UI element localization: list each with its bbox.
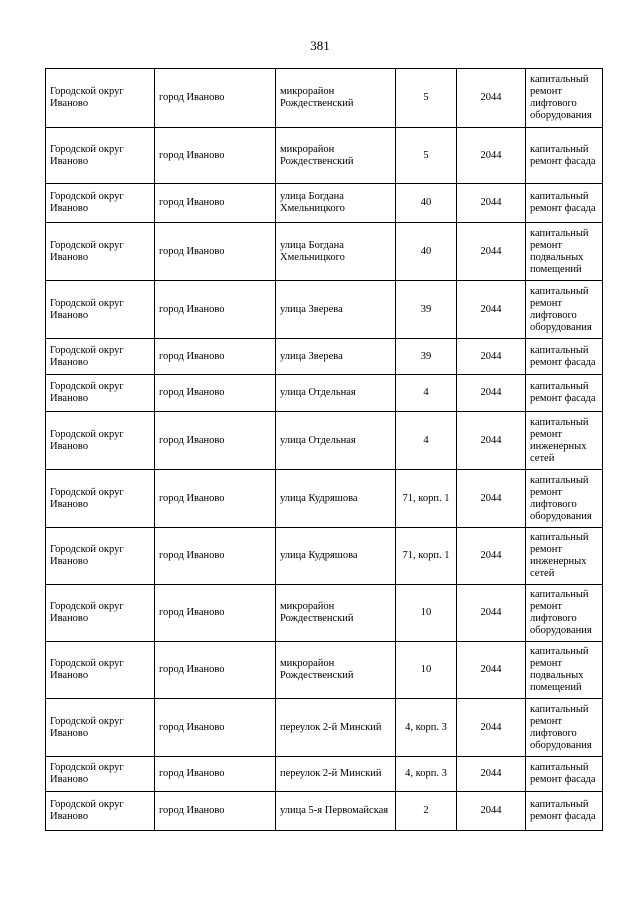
year-cell: 2044 (457, 757, 526, 792)
street-cell: улица Отдельная (276, 412, 396, 470)
street-cell: микрорайон Рождественский (276, 128, 396, 184)
settlement-cell: город Иваново (155, 699, 276, 757)
municipality-cell: Городской округ Иваново (46, 528, 155, 585)
table-row (46, 128, 603, 184)
municipality-cell: Городской округ Иваново (46, 281, 155, 339)
settlement-cell: город Иваново (155, 223, 276, 281)
table-row (46, 281, 603, 339)
work-type-cell: капитальный ремонт инженерных сетей (526, 528, 603, 585)
table-row (46, 699, 603, 757)
year-cell: 2044 (457, 528, 526, 585)
house-cell: 5 (396, 69, 457, 128)
house-cell: 39 (396, 281, 457, 339)
table-row (46, 69, 603, 128)
table-row (46, 585, 603, 642)
street-cell: улица Богдана Хмельницкого (276, 184, 396, 223)
house-cell: 4 (396, 412, 457, 470)
settlement-cell: город Иваново (155, 69, 276, 128)
street-cell: улица Кудряшова (276, 470, 396, 528)
settlement-cell: город Иваново (155, 184, 276, 223)
table-row (46, 470, 603, 528)
settlement-cell: город Иваново (155, 470, 276, 528)
year-cell: 2044 (457, 412, 526, 470)
year-cell: 2044 (457, 223, 526, 281)
page-number: 381 (310, 38, 330, 53)
house-cell: 4, корп. 3 (396, 699, 457, 757)
work-type-cell: капитальный ремонт фасада (526, 792, 603, 831)
year-cell: 2044 (457, 642, 526, 699)
work-type-cell: капитальный ремонт лифтового оборудования (526, 69, 603, 128)
municipality-cell: Городской округ Иваново (46, 412, 155, 470)
street-cell: микрорайон Рождественский (276, 69, 396, 128)
settlement-cell: город Иваново (155, 281, 276, 339)
street-cell: улица Зверева (276, 339, 396, 375)
street-cell: улица Отдельная (276, 375, 396, 412)
house-cell: 39 (396, 339, 457, 375)
settlement-cell: город Иваново (155, 528, 276, 585)
settlement-cell: город Иваново (155, 339, 276, 375)
work-type-cell: капитальный ремонт фасада (526, 184, 603, 223)
street-cell: переулок 2-й Минский (276, 757, 396, 792)
municipality-cell: Городской округ Иваново (46, 699, 155, 757)
municipality-cell: Городской округ Иваново (46, 585, 155, 642)
year-cell: 2044 (457, 69, 526, 128)
house-cell: 71, корп. 1 (396, 470, 457, 528)
work-type-cell: капитальный ремонт фасада (526, 128, 603, 184)
work-type-cell: капитальный ремонт фасада (526, 339, 603, 375)
work-type-cell: капитальный ремонт фасада (526, 757, 603, 792)
year-cell: 2044 (457, 792, 526, 831)
work-type-cell: капитальный ремонт подвальных помещений (526, 642, 603, 699)
house-cell: 71, корп. 1 (396, 528, 457, 585)
settlement-cell: город Иваново (155, 412, 276, 470)
work-type-cell: капитальный ремонт фасада (526, 375, 603, 412)
work-type-cell: капитальный ремонт лифтового оборудования (526, 470, 603, 528)
municipality-cell: Городской округ Иваново (46, 792, 155, 831)
work-type-cell: капитальный ремонт лифтового оборудования (526, 281, 603, 339)
work-type-cell: капитальный ремонт лифтового оборудования (526, 699, 603, 757)
table-row (46, 528, 603, 585)
settlement-cell: город Иваново (155, 757, 276, 792)
settlement-cell: город Иваново (155, 128, 276, 184)
year-cell: 2044 (457, 339, 526, 375)
street-cell: микрорайон Рождественский (276, 642, 396, 699)
work-type-cell: капитальный ремонт инженерных сетей (526, 412, 603, 470)
house-cell: 4 (396, 375, 457, 412)
municipality-cell: Городской округ Иваново (46, 642, 155, 699)
table-row (46, 184, 603, 223)
municipality-cell: Городской округ Иваново (46, 339, 155, 375)
year-cell: 2044 (457, 585, 526, 642)
house-cell: 40 (396, 223, 457, 281)
municipality-cell: Городской округ Иваново (46, 128, 155, 184)
table-row (46, 642, 603, 699)
street-cell: улица Кудряшова (276, 528, 396, 585)
table-row (46, 223, 603, 281)
settlement-cell: город Иваново (155, 375, 276, 412)
municipality-cell: Городской округ Иваново (46, 184, 155, 223)
year-cell: 2044 (457, 699, 526, 757)
table-row (46, 412, 603, 470)
municipality-cell: Городской округ Иваново (46, 223, 155, 281)
work-type-cell: капитальный ремонт лифтового оборудования (526, 585, 603, 642)
house-cell: 4, корп. 3 (396, 757, 457, 792)
house-cell: 5 (396, 128, 457, 184)
municipality-cell: Городской округ Иваново (46, 69, 155, 128)
street-cell: улица Богдана Хмельницкого (276, 223, 396, 281)
settlement-cell: город Иваново (155, 642, 276, 699)
table-row (46, 339, 603, 375)
house-cell: 40 (396, 184, 457, 223)
house-cell: 10 (396, 585, 457, 642)
settlement-cell: город Иваново (155, 585, 276, 642)
house-cell: 10 (396, 642, 457, 699)
year-cell: 2044 (457, 375, 526, 412)
municipality-cell: Городской округ Иваново (46, 470, 155, 528)
year-cell: 2044 (457, 281, 526, 339)
street-cell: микрорайон Рождественский (276, 585, 396, 642)
house-cell: 2 (396, 792, 457, 831)
year-cell: 2044 (457, 470, 526, 528)
table-row (46, 792, 603, 831)
repair-schedule-table (45, 68, 603, 831)
year-cell: 2044 (457, 128, 526, 184)
street-cell: переулок 2-й Минский (276, 699, 396, 757)
work-type-cell: капитальный ремонт подвальных помещений (526, 223, 603, 281)
table-row (46, 757, 603, 792)
table-row (46, 375, 603, 412)
municipality-cell: Городской округ Иваново (46, 757, 155, 792)
year-cell: 2044 (457, 184, 526, 223)
municipality-cell: Городской округ Иваново (46, 375, 155, 412)
street-cell: улица 5-я Первомайская (276, 792, 396, 831)
street-cell: улица Зверева (276, 281, 396, 339)
settlement-cell: город Иваново (155, 792, 276, 831)
